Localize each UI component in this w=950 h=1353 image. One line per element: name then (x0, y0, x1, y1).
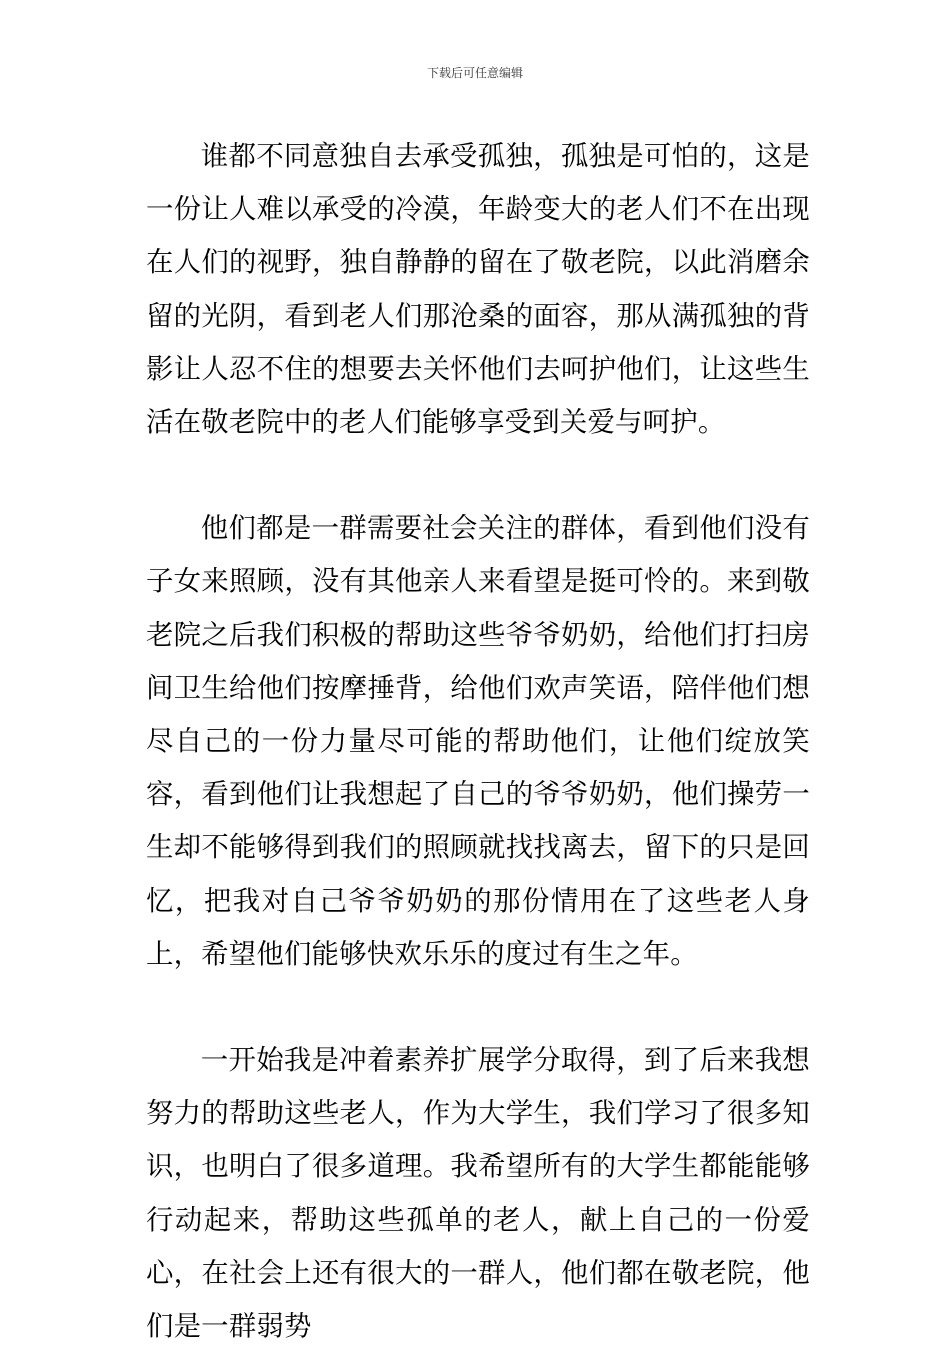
paragraph-2: 他们都是一群需要社会关注的群体，看到他们没有子女来照顾，没有其他亲人来看望是挺可怜的。来到敬老院之后我们积极的帮助这些爷爷奶奶，给他们打扫房间卫生给他们按摩捶背，给他们欢声笑语，陪伴他们想尽自己的一份力量尽可能的帮助他们，让他们绽放笑容，看到他们让我想起了自己的爷爷奶奶，他们操劳一生却不能够得到我们的照顾就找找离去，留下的只是回忆，把我对自己爷爷奶奶的那份情用在了这些老人身上，希望他们能够快欢乐乐的度过有生之年。 (146, 513, 810, 970)
paragraph-3: 一开始我是冲着素养扩展学分取得，到了后来我想努力的帮助这些老人，作为大学生，我们学习了很多知识，也明白了很多道理。我希望所有的大学生都能能够行动起来，帮助这些孤单的老人，献上自己的一份爱心，在社会上还有很大的一群人，他们都在敬老院，他们是一群弱势 (146, 1045, 810, 1343)
paragraph-1: 谁都不同意独自去承受孤独，孤独是可怕的，这是一份让人难以承受的冷漠，年龄变大的老人们不在出现在人们的视野，独自静静的留在了敬老院，以此消磨余留的光阴，看到老人们那沧桑的面容，那从满孤独的背影让人忍不住的想要去关怀他们去呵护他们，让这些生活在敬老院中的老人们能够享受到关爱与呵护。 (146, 141, 810, 439)
header-note: 下载后可任意编辑 (426, 66, 523, 80)
document-body (146, 130, 810, 1353)
